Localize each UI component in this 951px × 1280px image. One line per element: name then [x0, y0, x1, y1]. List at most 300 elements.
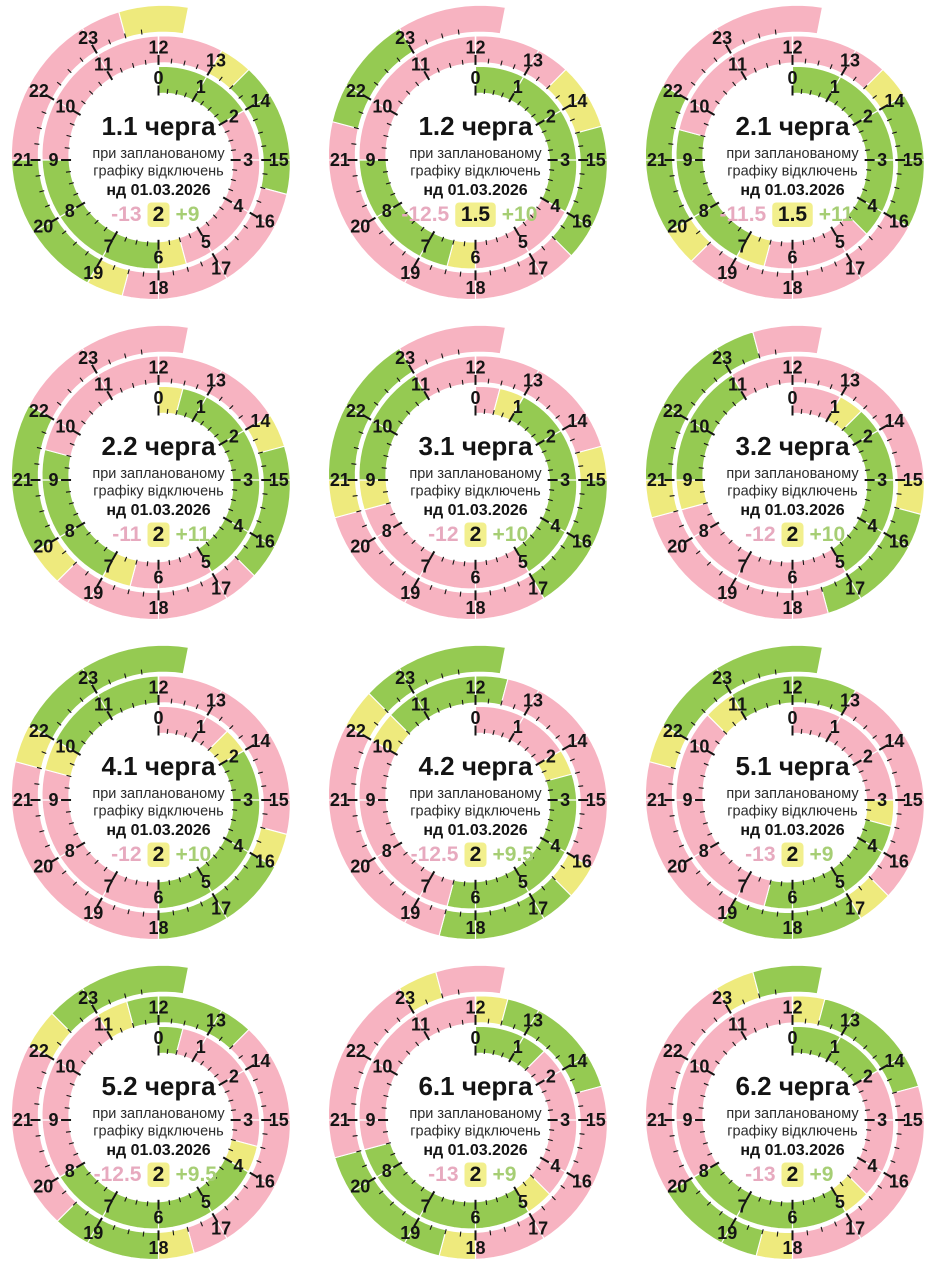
- hour-label: 19: [717, 902, 738, 923]
- hour-label: 19: [83, 582, 104, 603]
- hour-label: 18: [782, 917, 803, 938]
- stat-off-hours: -13: [745, 843, 776, 866]
- hour-label: 19: [400, 262, 421, 283]
- hour-label: 4: [233, 196, 244, 217]
- hour-label: 18: [148, 917, 169, 938]
- hour-label: 8: [381, 201, 392, 222]
- chart-title: 3.2 черга: [735, 431, 850, 461]
- hour-label: 14: [250, 411, 271, 432]
- stat-maybe-hours: 2: [786, 1163, 799, 1186]
- hour-label: 17: [528, 1218, 549, 1239]
- chart-subtitle-line2: графіку відключень: [727, 483, 858, 500]
- hour-label: 4: [233, 516, 244, 537]
- hour-label: 15: [902, 470, 923, 490]
- hour-label: 10: [55, 736, 76, 757]
- chart-title: 5.2 черга: [101, 1071, 216, 1101]
- hour-label: 5: [834, 552, 845, 573]
- hour-label: 5: [200, 1192, 211, 1213]
- hour-label: 9: [365, 470, 376, 490]
- hour-label: 11: [410, 54, 430, 75]
- hour-label: 15: [902, 150, 923, 170]
- stat-off-hours: -12.5: [93, 1163, 142, 1186]
- hour-label: 14: [884, 91, 905, 112]
- clock-spiral: [0, 640, 317, 960]
- hour-label: 12: [465, 37, 486, 58]
- hour-label: 2: [545, 106, 556, 127]
- hour-label: 20: [33, 1176, 54, 1197]
- chart-subtitle-line2: графіку відключень: [727, 163, 858, 180]
- chart-title: 2.1 черга: [735, 111, 850, 141]
- clock-spiral: [634, 960, 951, 1280]
- hour-label: 23: [78, 668, 99, 689]
- queue-chart-5.2: [0, 960, 317, 1280]
- hour-label: 9: [365, 790, 376, 810]
- hour-label: 4: [867, 196, 878, 217]
- hour-label: 3: [243, 470, 254, 490]
- hour-label: 5: [834, 232, 845, 253]
- hour-label: 7: [103, 876, 114, 897]
- chart-title: 2.2 черга: [101, 431, 216, 461]
- hour-label: 5: [517, 552, 528, 573]
- chart-date: нд 01.03.2026: [740, 1142, 845, 1159]
- hour-label: 23: [712, 988, 733, 1009]
- hour-label: 11: [93, 374, 113, 395]
- hour-label: 18: [465, 917, 486, 938]
- stat-on-hours: +10: [809, 523, 846, 546]
- hour-label: 14: [567, 731, 588, 752]
- hour-label: 10: [689, 736, 710, 757]
- chart-subtitle-line1: при запланованому: [409, 466, 542, 482]
- hour-label: 6: [153, 887, 164, 908]
- hour-label: 19: [83, 1222, 104, 1243]
- hour-label: 11: [410, 1014, 430, 1035]
- chart-subtitle-line1: при запланованому: [409, 1106, 542, 1122]
- hour-label: 8: [64, 841, 75, 862]
- hour-label: 0: [787, 708, 798, 728]
- hour-label: 16: [888, 531, 909, 552]
- hour-label: 3: [243, 1110, 254, 1130]
- hour-label: 7: [737, 556, 748, 577]
- hour-label: 22: [662, 1040, 683, 1061]
- hour-label: 17: [528, 578, 549, 599]
- hour-label: 18: [465, 597, 486, 618]
- hour-label: 10: [55, 416, 76, 437]
- hour-label: 5: [834, 1192, 845, 1213]
- stat-off-hours: -12.5: [401, 203, 450, 226]
- queue-chart-6.1: [317, 960, 634, 1280]
- clock-spiral: [317, 320, 634, 640]
- hour-label: 7: [103, 236, 114, 257]
- hour-label: 5: [517, 1192, 528, 1213]
- chart-date: нд 01.03.2026: [740, 822, 845, 839]
- hour-label: 23: [395, 348, 416, 369]
- chart-subtitle-line2: графіку відключень: [727, 803, 858, 820]
- hour-label: 1: [195, 76, 206, 97]
- hour-label: 5: [200, 872, 211, 893]
- hour-label: 12: [148, 677, 169, 698]
- hour-label: 13: [840, 690, 861, 711]
- hour-label: 1: [195, 396, 206, 417]
- hour-label: 11: [410, 694, 430, 715]
- hour-label: 3: [243, 790, 254, 810]
- hour-label: 10: [372, 736, 393, 757]
- hour-label: 20: [667, 216, 688, 237]
- hour-label: 15: [585, 150, 606, 170]
- hour-label: 8: [64, 521, 75, 542]
- chart-title: 1.2 черга: [418, 111, 533, 141]
- hour-label: 1: [829, 1036, 840, 1057]
- hour-label: 0: [153, 388, 164, 408]
- hour-label: 11: [410, 374, 430, 395]
- hour-label: 0: [470, 68, 481, 88]
- hour-label: 1: [195, 1036, 206, 1057]
- hour-label: 1: [512, 716, 523, 737]
- hour-label: 0: [470, 388, 481, 408]
- hour-label: 9: [48, 470, 59, 490]
- hour-label: 6: [787, 247, 798, 268]
- chart-subtitle-line1: при запланованому: [409, 786, 542, 802]
- hour-label: 16: [888, 851, 909, 872]
- chart-subtitle-line1: при запланованому: [92, 466, 225, 482]
- hour-label: 1: [829, 396, 840, 417]
- hour-label: 23: [78, 988, 99, 1009]
- hour-label: 14: [884, 411, 905, 432]
- hour-label: 0: [470, 1028, 481, 1048]
- stat-maybe-hours: 1.5: [460, 203, 491, 226]
- hour-label: 13: [206, 1010, 227, 1031]
- hour-label: 5: [834, 872, 845, 893]
- stat-maybe-hours: 2: [469, 523, 482, 546]
- hour-label: 12: [148, 357, 169, 378]
- hour-label: 8: [698, 1161, 709, 1182]
- hour-label: 19: [400, 582, 421, 603]
- hour-label: 1: [512, 1036, 523, 1057]
- chart-subtitle-line2: графіку відключень: [727, 1123, 858, 1140]
- queue-chart-2.1: [634, 0, 951, 320]
- hour-label: 11: [727, 374, 747, 395]
- hour-label: 15: [268, 1110, 289, 1130]
- hour-label: 6: [153, 567, 164, 588]
- hour-label: 17: [211, 1218, 232, 1239]
- hour-label: 12: [782, 677, 803, 698]
- hour-label: 1: [829, 716, 840, 737]
- hour-label: 21: [12, 150, 33, 170]
- stat-off-hours: -11: [112, 523, 142, 546]
- chart-title: 4.1 черга: [101, 751, 216, 781]
- hour-label: 8: [381, 521, 392, 542]
- chart-title: 6.1 черга: [418, 1071, 533, 1101]
- hour-label: 14: [567, 1051, 588, 1072]
- stat-on-hours: +11: [818, 203, 854, 226]
- hour-label: 17: [211, 898, 232, 919]
- hour-label: 12: [465, 357, 486, 378]
- stat-off-hours: -12.5: [410, 843, 459, 866]
- hour-label: 4: [867, 836, 878, 857]
- chart-subtitle-line1: при запланованому: [726, 466, 859, 482]
- clock-spiral: [0, 960, 317, 1280]
- hour-label: 2: [545, 746, 556, 767]
- hour-label: 22: [345, 80, 366, 101]
- chart-subtitle-line1: при запланованому: [409, 146, 542, 162]
- hour-label: 19: [400, 902, 421, 923]
- chart-subtitle-line2: графіку відключень: [410, 803, 541, 820]
- hour-label: 4: [867, 1156, 878, 1177]
- hour-label: 18: [782, 597, 803, 618]
- hour-label: 17: [845, 578, 866, 599]
- hour-label: 0: [787, 1028, 798, 1048]
- hour-label: 10: [689, 96, 710, 117]
- stat-on-hours: +9.5: [492, 843, 534, 866]
- chart-subtitle-line1: при запланованому: [726, 146, 859, 162]
- hour-label: 18: [465, 1237, 486, 1258]
- hour-label: 6: [787, 1207, 798, 1228]
- hour-label: 13: [206, 50, 227, 71]
- hour-label: 0: [470, 708, 481, 728]
- chart-date: нд 01.03.2026: [423, 182, 528, 199]
- hour-label: 15: [268, 470, 289, 490]
- hour-label: 4: [867, 516, 878, 537]
- stat-on-hours: +10: [492, 523, 529, 546]
- hour-label: 13: [523, 1010, 544, 1031]
- hour-label: 16: [888, 1171, 909, 1192]
- hour-label: 22: [28, 400, 49, 421]
- queue-chart-5.1: [634, 640, 951, 960]
- hour-label: 0: [787, 68, 798, 88]
- queue-chart-3.2: [634, 320, 951, 640]
- hour-label: 9: [682, 150, 693, 170]
- chart-subtitle-line2: графіку відключень: [93, 1123, 224, 1140]
- hour-label: 12: [782, 37, 803, 58]
- hour-label: 5: [200, 232, 211, 253]
- hour-label: 14: [884, 1051, 905, 1072]
- hour-label: 10: [689, 416, 710, 437]
- hour-label: 3: [877, 790, 888, 810]
- hour-label: 20: [350, 1176, 371, 1197]
- hour-label: 22: [662, 80, 683, 101]
- hour-label: 7: [737, 876, 748, 897]
- chart-subtitle-line1: при запланованому: [92, 786, 225, 802]
- hour-label: 23: [395, 668, 416, 689]
- hour-label: 4: [550, 1156, 561, 1177]
- hour-label: 19: [400, 1222, 421, 1243]
- hour-label: 17: [528, 258, 549, 279]
- hour-label: 1: [195, 716, 206, 737]
- hour-label: 13: [206, 690, 227, 711]
- hour-label: 19: [83, 262, 104, 283]
- hour-label: 3: [243, 150, 254, 170]
- hour-label: 3: [560, 470, 571, 490]
- hour-label: 14: [250, 731, 271, 752]
- hour-label: 9: [48, 1110, 59, 1130]
- hour-label: 18: [148, 1237, 169, 1258]
- hour-label: 10: [372, 416, 393, 437]
- hour-label: 17: [211, 578, 232, 599]
- hour-label: 10: [689, 1056, 710, 1077]
- hour-label: 11: [727, 1014, 747, 1035]
- queue-chart-3.1: [317, 320, 634, 640]
- hour-label: 0: [787, 388, 798, 408]
- clock-spiral: [634, 0, 951, 320]
- chart-title: 5.1 черга: [735, 751, 850, 781]
- chart-subtitle-line1: при запланованому: [92, 1106, 225, 1122]
- queue-chart-4.2: [317, 640, 634, 960]
- chart-date: нд 01.03.2026: [106, 502, 211, 519]
- hour-label: 13: [206, 370, 227, 391]
- hour-label: 5: [517, 232, 528, 253]
- hour-label: 9: [682, 470, 693, 490]
- hour-label: 3: [560, 1110, 571, 1130]
- hour-label: 16: [571, 851, 592, 872]
- hour-label: 2: [862, 1066, 873, 1087]
- hour-label: 6: [470, 247, 481, 268]
- hour-label: 16: [254, 531, 275, 552]
- stat-off-hours: -12: [428, 523, 459, 546]
- hour-label: 20: [33, 856, 54, 877]
- hour-label: 17: [845, 1218, 866, 1239]
- hour-label: 1: [829, 76, 840, 97]
- chart-date: нд 01.03.2026: [106, 1142, 211, 1159]
- chart-subtitle-line2: графіку відключень: [93, 163, 224, 180]
- hour-label: 21: [329, 1110, 350, 1130]
- hour-label: 21: [646, 1110, 667, 1130]
- hour-label: 0: [153, 1028, 164, 1048]
- hour-label: 22: [662, 720, 683, 741]
- hour-label: 22: [662, 400, 683, 421]
- hour-label: 7: [420, 236, 431, 257]
- hour-label: 3: [560, 150, 571, 170]
- hour-label: 15: [585, 470, 606, 490]
- hour-label: 21: [646, 790, 667, 810]
- hour-label: 21: [12, 470, 33, 490]
- hour-label: 2: [862, 106, 873, 127]
- chart-date: нд 01.03.2026: [423, 502, 528, 519]
- stat-maybe-hours: 2: [152, 1163, 165, 1186]
- clock-spiral: [634, 320, 951, 640]
- queue-chart-1.2: [317, 0, 634, 320]
- hour-label: 8: [64, 1161, 75, 1182]
- hour-label: 2: [228, 746, 239, 767]
- hour-label: 16: [571, 531, 592, 552]
- hour-label: 7: [737, 1196, 748, 1217]
- hour-label: 10: [372, 1056, 393, 1077]
- stat-off-hours: -11.5: [719, 203, 767, 226]
- hour-label: 1: [512, 76, 523, 97]
- hour-label: 7: [103, 556, 114, 577]
- hour-label: 14: [250, 91, 271, 112]
- hour-label: 3: [877, 150, 888, 170]
- hour-label: 7: [420, 876, 431, 897]
- hour-label: 15: [902, 1110, 923, 1130]
- hour-label: 10: [55, 1056, 76, 1077]
- hour-label: 23: [712, 28, 733, 49]
- hour-label: 22: [345, 720, 366, 741]
- hour-label: 12: [465, 677, 486, 698]
- hour-label: 18: [148, 277, 169, 298]
- hour-label: 9: [48, 150, 59, 170]
- hour-label: 12: [782, 997, 803, 1018]
- chart-subtitle-line2: графіку відключень: [410, 483, 541, 500]
- hour-label: 14: [567, 91, 588, 112]
- hour-label: 18: [148, 597, 169, 618]
- hour-label: 12: [148, 997, 169, 1018]
- stat-maybe-hours: 2: [469, 843, 482, 866]
- hour-label: 16: [254, 851, 275, 872]
- hour-label: 8: [64, 201, 75, 222]
- hour-label: 14: [884, 731, 905, 752]
- hour-label: 6: [470, 887, 481, 908]
- hour-label: 21: [12, 790, 33, 810]
- chart-title: 3.1 черга: [418, 431, 533, 461]
- stat-off-hours: -13: [745, 1163, 776, 1186]
- chart-title: 1.1 черга: [101, 111, 216, 141]
- hour-label: 20: [667, 536, 688, 557]
- hour-label: 13: [523, 370, 544, 391]
- stat-on-hours: +9: [809, 843, 834, 866]
- hour-label: 4: [550, 516, 561, 537]
- hour-label: 13: [840, 370, 861, 391]
- hour-label: 4: [550, 836, 561, 857]
- hour-label: 17: [845, 898, 866, 919]
- hour-label: 4: [233, 836, 244, 857]
- hour-label: 1: [512, 396, 523, 417]
- hour-label: 11: [93, 54, 113, 75]
- hour-label: 13: [840, 50, 861, 71]
- stat-on-hours: +9: [492, 1163, 517, 1186]
- hour-label: 8: [698, 201, 709, 222]
- hour-label: 22: [28, 1040, 49, 1061]
- hour-label: 22: [345, 400, 366, 421]
- stat-on-hours: +10: [175, 843, 212, 866]
- chart-title: 4.2 черга: [418, 751, 533, 781]
- stat-off-hours: -12: [745, 523, 776, 546]
- hour-label: 9: [682, 790, 693, 810]
- hour-label: 20: [350, 536, 371, 557]
- hour-label: 19: [717, 582, 738, 603]
- hour-label: 17: [211, 258, 232, 279]
- hour-label: 7: [737, 236, 748, 257]
- hour-label: 2: [862, 746, 873, 767]
- hour-label: 11: [727, 694, 747, 715]
- hour-label: 4: [550, 196, 561, 217]
- clock-spiral: [317, 0, 634, 320]
- hour-label: 2: [228, 426, 239, 447]
- hour-label: 21: [329, 790, 350, 810]
- stat-on-hours: +10: [501, 203, 538, 226]
- hour-label: 23: [712, 668, 733, 689]
- stat-on-hours: +11: [175, 523, 210, 546]
- hour-label: 3: [560, 790, 571, 810]
- hour-label: 23: [395, 988, 416, 1009]
- hour-label: 19: [83, 902, 104, 923]
- stat-on-hours: +9: [175, 203, 200, 226]
- queue-chart-6.2: [634, 960, 951, 1280]
- hour-label: 6: [153, 247, 164, 268]
- hour-label: 11: [93, 1014, 113, 1035]
- hour-label: 13: [523, 50, 544, 71]
- hour-label: 20: [33, 536, 54, 557]
- hour-label: 21: [646, 150, 667, 170]
- hour-label: 15: [585, 790, 606, 810]
- hour-label: 16: [254, 1171, 275, 1192]
- hour-label: 6: [153, 1207, 164, 1228]
- clock-spiral: [0, 0, 317, 320]
- stat-maybe-hours: 2: [152, 843, 165, 866]
- hour-label: 22: [345, 1040, 366, 1061]
- hour-label: 2: [545, 426, 556, 447]
- chart-date: нд 01.03.2026: [423, 822, 528, 839]
- hour-label: 18: [782, 1237, 803, 1258]
- hour-label: 21: [646, 470, 667, 490]
